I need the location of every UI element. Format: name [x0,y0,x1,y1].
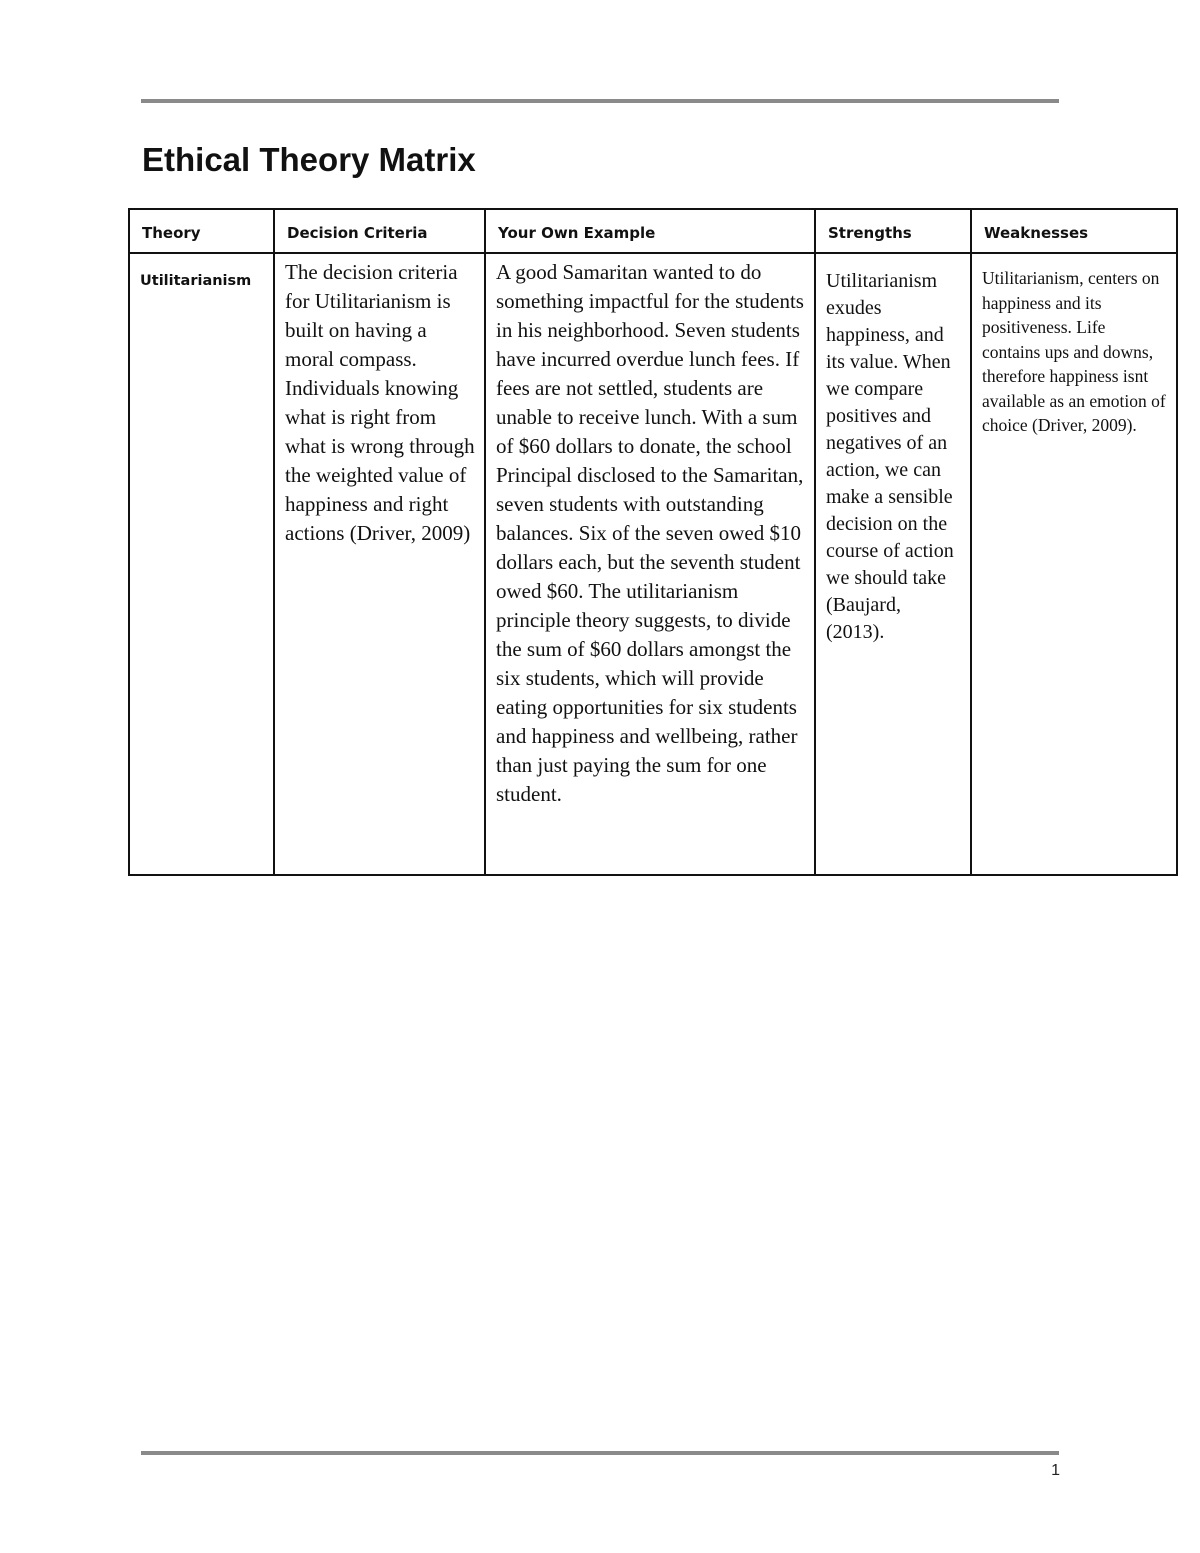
cell-weaknesses: Utilitarianism, centers on happiness and its positiveness. Life contains ups and downs, therefore happiness isnt available as an emotion of choice (Driver, 2009). [971,253,1177,875]
table-row [129,253,1177,875]
header-weaknesses: Weaknesses [971,209,1177,253]
cell-decision-criteria: The decision criteria for Utilitarianism is built on having a moral compass. Individuals knowing what is right from what is wrong through the weighted value of happiness and right actions (Driver, 2009) [274,253,485,875]
table-header-row [129,209,1177,253]
header-your-own-example: Your Own Example [485,209,815,253]
page-title: Ethical Theory Matrix [142,141,476,178]
cell-theory: Utilitarianism [129,253,274,875]
cell-your-own-example: A good Samaritan wanted to do something impactful for the students in his neighborhood. Seven students have incurred overdue lunch fees. If fees are not settled, students are unable to receive lunch. With a sum of $60 dollars to donate, the school Principal disclosed to the Samaritan, seven students with outstanding balances. Six of the seven owed $10 dollars each, but the seventh student owed $60. The utilitarianism principle theory suggests, to divide the sum of $60 dollars amongst the six students, which will provide eating opportunities for six students and happiness and wellbeing, rather than just paying the sum for one student. [485,253,815,875]
footer-rule [141,1451,1059,1455]
header-strengths: Strengths [815,209,971,253]
header-rule [141,99,1059,103]
header-theory: Theory [129,209,274,253]
ethical-theory-table [128,208,1178,876]
page-number: 1 [1051,1462,1060,1479]
cell-strengths: Utilitarianism exudes happiness, and its value. When we compare positives and negatives of an action, we can make a sensible decision on the course of action we should take (Baujard, (2013). [815,253,971,875]
header-decision-criteria: Decision Criteria [274,209,485,253]
